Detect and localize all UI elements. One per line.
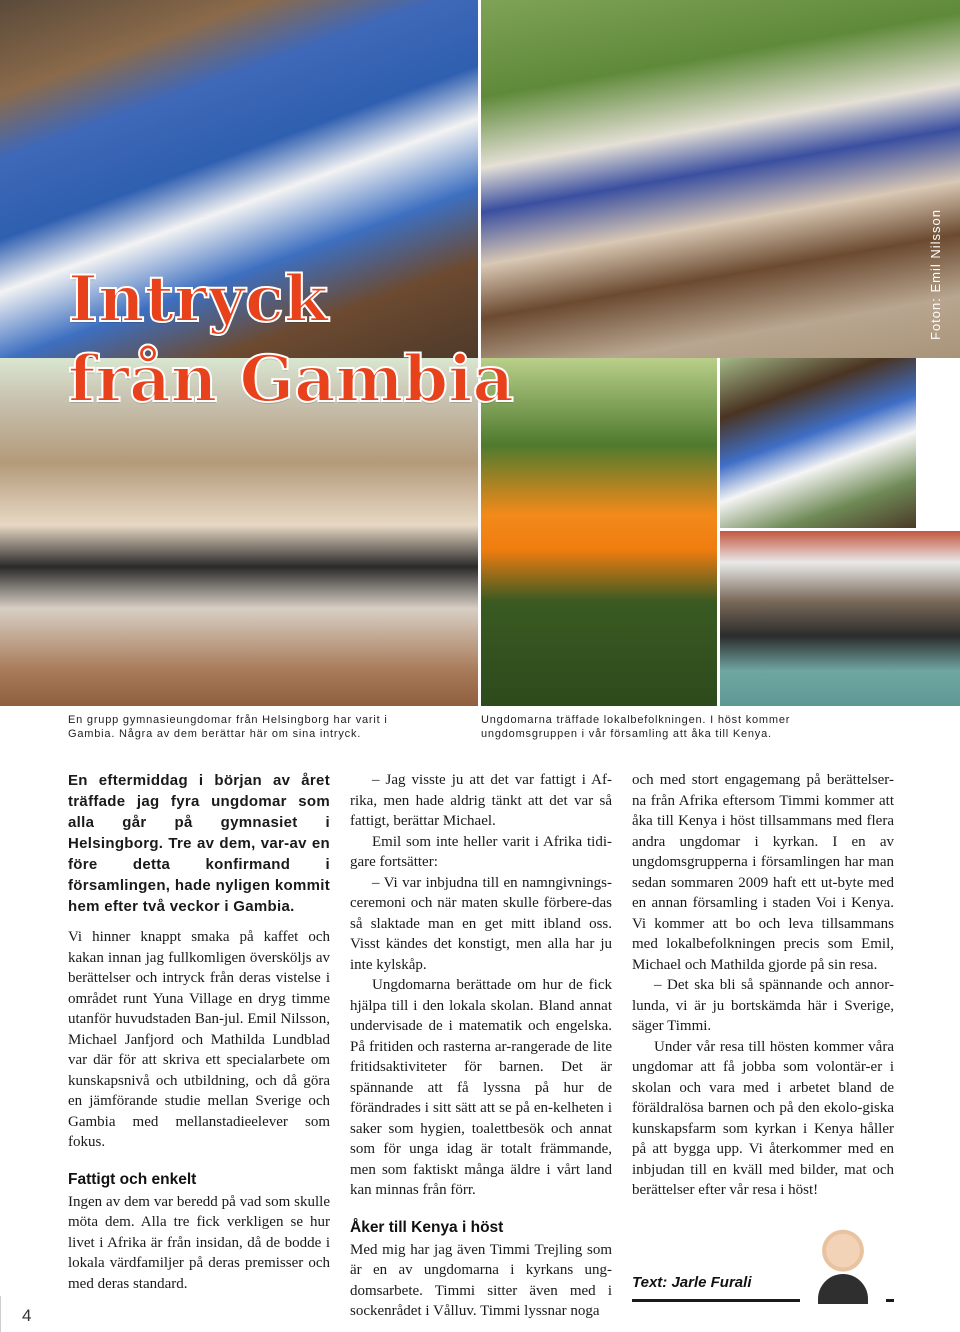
headline-line2: från Gambia (68, 342, 514, 417)
article-column-3 (632, 770, 894, 1201)
page-number: 4 (22, 1306, 32, 1325)
body-paragraph: – Jag visste ju att det var fattigt i Af-rika, men hade aldrig tänkt att det var så fattigt, berättar Michael. (350, 772, 612, 829)
photo-man-with-snake (481, 358, 717, 706)
body-paragraph: Ingen av dem var beredd på vad som skulle möta dem. Alla tre fick verkligen se hur livet i Afrika är från insidan, då de bodde i lokala värdfamiljer på deras premisser och med deras standard. (68, 1193, 330, 1292)
article-column-1 (68, 770, 330, 1294)
headline-line1: Intryck (68, 262, 329, 337)
photo-author-portrait (800, 1218, 886, 1304)
body-paragraph: Emil som inte heller varit i Afrika tidi-gare fortsätter: (350, 833, 612, 870)
body-paragraph: Vi hinner knappt smaka på kaffet och kakan innan jag fullkomligen översköljs av berättelser och intryck från deras vistelse i området runt Yuna Village en dryg timme utanför huvudstaden Ban-jul. Emil Nilsson, Michael Janfjord och Mathilda Lundblad var där för att skriva ett specialarbete om kunskapsnivå och utbildning, och då göra en jämförande studie mellan Sverige och Gambia med mellanstadieelever som fokus. (68, 929, 330, 1150)
body-paragraph: Med mig har jag även Timmi Trejling som är en av ungdomarna i kyrkans ung-domsarbete. Timmi sitter även med i sockenrådet i Vålluv. Timmi lyssnar noga (350, 1241, 612, 1319)
body-paragraph: och med stort engagemang på berättelser-na från Afrika eftersom Timmi kommer att åka till Kenya i höst tillsammans med flera andra ungdomar i kyrkan. I en av ungdomsgrupperna i församlingen har man sedan sommaren 2009 haft ett ut-byte med en annan församling i staden Voi i Kenya. Vi kommer att bo och leva tillsammans med lokalbefolkningen precis som Emil, Michael och Mathilda gjorde på sin resa. (632, 772, 894, 973)
caption-right: Ungdomarna träffade lokalbefolkningen. I höst kommer ungdomsgruppen i vår församling att åka till Kenya. (481, 714, 791, 740)
photo-youth-cafe (720, 531, 960, 706)
photo-village-meeting (481, 0, 960, 358)
photo-children-uniforms (720, 358, 916, 528)
byline: Text: Jarle Furali (632, 1274, 752, 1291)
subheading: Fattigt och enkelt (68, 1170, 197, 1188)
caption-left: En grupp gymnasieungdomar från Helsingborg har varit i Gambia. Några av dem berättar här om sina intryck. (68, 714, 388, 740)
body-paragraph: – Det ska bli så spännande och annor-lunda, vi är ju bortskämda här i Sverige, säger Timmi. (632, 977, 894, 1034)
photo-credit: Foton: Emil Nilsson (928, 209, 943, 340)
body-paragraph: Under vår resa till hösten kommer våra ungdomar att få jobba som volontär-er i skolan och vara med i arbetet bland de föräldralösa barnen och på den ekolo-giska kunskapsfarm som kyrkan i Kenya håller på att bygga upp. Vi återkommer med en inbjudan till en kväll med bilder, mat och berättelser efter vår resa i höst! (632, 1038, 894, 1198)
article-column-2 (350, 770, 612, 1322)
body-paragraph: Ungdomarna berättade om hur de fick hjälpa till i den lokala skolan. Bland annat undervisade de i matematik och engelska. På fritiden och rasterna ar-rangerade de lite fritidsaktiviteter för barnen. Det är spännande att få lyssna på hur de förändrades i sitt sätt att se på en-kelheten i saker som hygien, toalettbesök och annat som för unga idag är totalt främmande, men som faktiskt många äldre i vårt land kan minnas från förr. (350, 977, 612, 1198)
subheading: Åker till Kenya i höst (350, 1218, 504, 1236)
lead-paragraph: En eftermiddag i början av året träffade jag fyra ungdomar som alla går på gymnasiet i Helsingborg. Tre av dem, var-av en före detta konfirmand i församlingen, hade nyligen kommit hem efter två veckor i Gambia. (68, 772, 330, 915)
body-paragraph: – Vi var inbjudna till en namngivnings-ceremoni och när maten skulle förbere-das så slaktade man en get mitt ibland oss. Visst kändes det konstigt, men alla har ju inte kylskåp. (350, 874, 612, 973)
